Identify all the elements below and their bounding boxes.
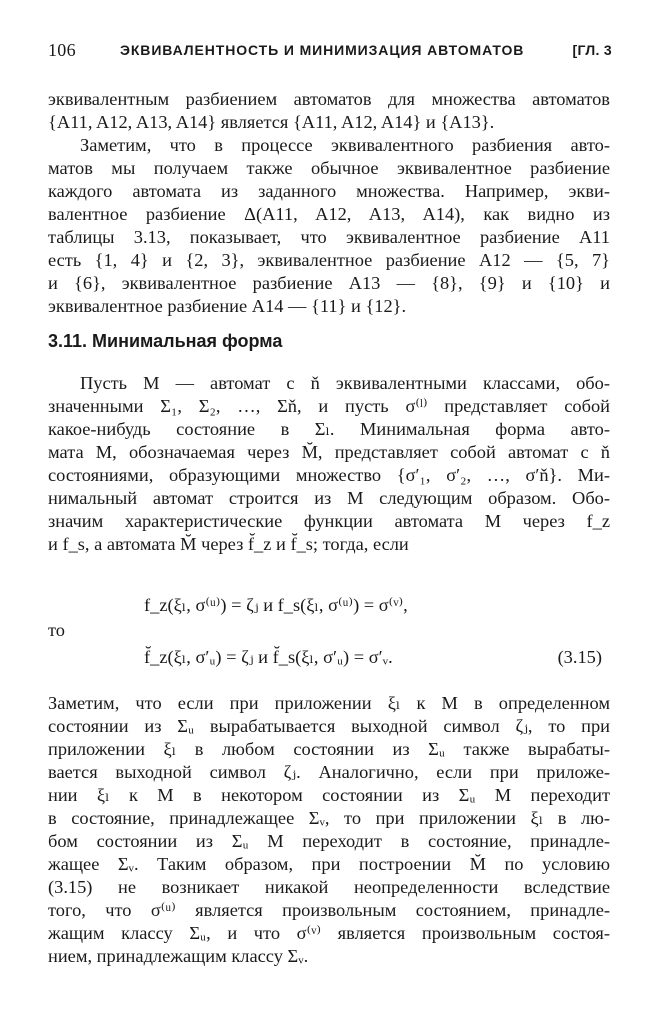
text-line: в состояние, принадлежащее Σᵥ, то при приложении ξₗ в лю- [48, 808, 610, 828]
equation-body: f_z(ξₗ, σ⁽ᵘ⁾) = ζⱼ и f_s(ξₗ, σ⁽ᵘ⁾) = σ⁽ᵛ⁾, [144, 595, 408, 615]
text-line: значенными Σ₁, Σ₂, …, Σň, и пусть σ⁽ˡ⁾ представляет собой [48, 396, 610, 416]
text-line: бом состоянии из Σᵤ M переходит в состояние, принадле- [48, 831, 610, 851]
text-line: нием, принадлежащим классу Σᵥ. [48, 946, 309, 966]
running-header [48, 40, 612, 64]
text-line: жащим классу Σᵤ, и что σ⁽ᵛ⁾ является произвольным состоя- [48, 923, 610, 943]
text-line: состояниями, образующими множество {σ′₁, σ′₂, …, σ′ň}. Ми- [48, 465, 610, 485]
equation-2 [48, 644, 610, 670]
text-line: валентное разбиение Δ(A11, A12, A13, A14), как видно из [48, 204, 610, 224]
text-line: есть {1, 4} и {2, 3}, эквивалентное разбиение A12 — {5, 7} [48, 250, 610, 270]
equation-number: (3.15) [557, 647, 602, 667]
text-line: эквивалентным разбиением автоматов для множества автоматов [48, 89, 610, 109]
paragraph-3 [48, 692, 610, 968]
text-line: (3.15) не возникает никакой неопределенности вследствие [48, 877, 610, 897]
text-line: эквивалентное разбиение A14 — {11} и {12}. [48, 296, 407, 316]
text-line: каждого автомата из заданного множества. Например, экви- [48, 181, 610, 201]
text-line: какое-нибудь состояние в Σₗ. Минимальная форма авто- [48, 419, 610, 439]
text-line: матов мы получаем также обычное эквивалентное разбиение [48, 158, 610, 178]
equation-1 [48, 592, 610, 618]
text-line: мата M, обозначаемая через M̆, представляет собой автомат с ň [48, 442, 610, 462]
text-line: нии ξₗ к M в некотором состоянии из Σᵤ M переходит [48, 785, 610, 805]
text-line: приложении ξₗ в любом состоянии из Σᵤ также вырабаты- [48, 739, 610, 759]
text-line: Заметим, что в процессе эквивалентного разбиения авто- [80, 135, 610, 155]
text-line: и f_s, а автомата M̆ через f̆_z и f̆_s; тогда, если [48, 534, 409, 554]
text-line: нимальный автомат строится из M следующим образом. Обо- [48, 488, 610, 508]
paragraph-1 [48, 88, 610, 318]
connective-word: то [48, 620, 65, 640]
section-heading: 3.11. Минимальная форма [48, 331, 283, 351]
equation-body: f̆_z(ξₗ, σ′ᵤ) = ζⱼ и f̆_s(ξₗ, σ′ᵤ) = σ′ᵥ. [144, 647, 393, 667]
text-line: жащее Σᵥ. Таким образом, при построении M̆ по условию [48, 854, 610, 874]
chapter-marker: [ГЛ. 3 [572, 42, 612, 58]
text-line: того, что σ⁽ᵘ⁾ является произвольным состоянием, принадле- [48, 900, 610, 920]
text-line: {A11, A12, A13, A14} является {A11, A12, A14} и {A13}. [48, 112, 495, 132]
text-line: состоянии из Σᵤ вырабатывается выходной символ ζⱼ, то при [48, 716, 610, 736]
text-line: значим характеристические функции автомата M через f_z [48, 511, 610, 531]
page-number: 106 [48, 40, 76, 60]
text-line: вается выходной символ ζⱼ. Аналогично, если при приложе- [48, 762, 610, 782]
text-line: Пусть M — автомат с ň эквивалентными классами, обо- [80, 373, 610, 393]
text-line: таблицы 3.13, показывает, что эквивалентное разбиение A11 [48, 227, 610, 247]
running-title: ЭКВИВАЛЕНТНОСТЬ И МИНИМИЗАЦИЯ АВТОМАТОВ [120, 42, 525, 58]
paragraph-2 [48, 372, 610, 556]
text-line: Заметим, что если при приложении ξₗ к M в определенном [48, 693, 610, 713]
text-line: и {6}, эквивалентное разбиение A13 — {8}, {9} и {10} и [48, 273, 610, 293]
